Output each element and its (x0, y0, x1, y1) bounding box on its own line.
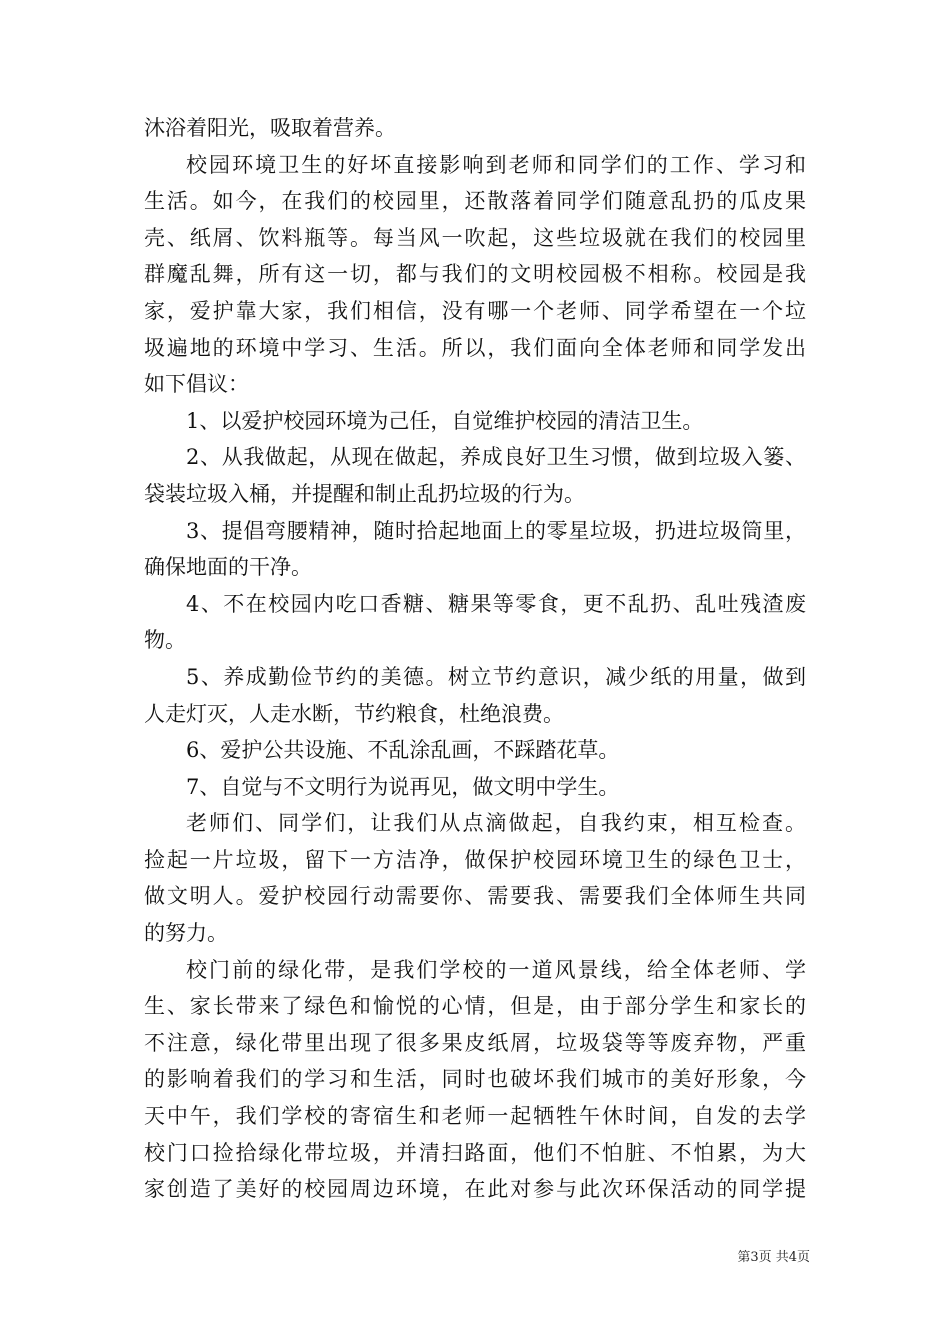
text-line-content: 4、不在校园内吃口香糖、糖果等零食，更不乱扔、乱吐残渣废 (186, 591, 806, 616)
text-line (144, 293, 806, 330)
text-line-content: 天中午，我们学校的寄宿生和老师一起牺牲午休时间，自发的去学 (144, 1104, 806, 1129)
text-line (144, 769, 806, 806)
text-line-content: 1、以爱护校园环境为己任，自觉维护校园的清洁卫生。 (186, 408, 704, 433)
text-line (144, 220, 806, 257)
text-line (144, 330, 806, 367)
text-line-content: 确保地面的干净。 (144, 555, 312, 580)
text-line-content: 生活。如今，在我们的校园里，还散落着同学们随意乱扔的瓜皮果 (144, 189, 806, 214)
text-line-content: 不注意，绿化带里出现了很多果皮纸屑，垃圾袋等等废弃物，严重 (144, 1030, 806, 1055)
text-line (144, 549, 806, 586)
text-line (144, 1098, 806, 1135)
text-line (144, 183, 806, 220)
text-line-content: 6、爱护公共设施、不乱涂乱画，不踩踏花草。 (186, 738, 620, 763)
text-line (144, 476, 806, 513)
text-line-content: 的努力。 (144, 921, 228, 946)
document-body (144, 110, 806, 1208)
text-line (144, 1135, 806, 1172)
text-line (144, 805, 806, 842)
text-line-content: 家创造了美好的校园周边环境，在此对参与此次环保活动的同学提 (144, 1177, 806, 1202)
text-line (144, 696, 806, 733)
text-line (144, 513, 806, 550)
text-line-content: 2、从我做起，从现在做起，养成良好卫生习惯，做到垃圾入篓、 (186, 445, 806, 470)
text-line-content: 做文明人。爱护校园行动需要你、需要我、需要我们全体师生共同 (144, 884, 806, 909)
text-line-content: 人走灯灭，人走水断，节约粮食，杜绝浪费。 (144, 701, 564, 726)
text-line-content: 壳、纸屑、饮料瓶等。每当风一吹起，这些垃圾就在我们的校园里 (144, 225, 806, 250)
text-line (144, 110, 806, 147)
text-line-content: 校门口捡拾绿化带垃圾，并清扫路面，他们不怕脏、不怕累，为大 (144, 1140, 806, 1165)
text-line (144, 1025, 806, 1062)
text-line-content: 老师们、同学们，让我们从点滴做起，自我约束，相互检查。 (186, 811, 806, 836)
text-line-content: 家，爱护靠大家，我们相信，没有哪一个老师、同学希望在一个垃 (144, 298, 806, 323)
text-line (144, 147, 806, 184)
text-line (144, 622, 806, 659)
text-line-content: 生、家长带来了绿色和愉悦的心情，但是，由于部分学生和家长的 (144, 994, 806, 1019)
text-line-content: 3、提倡弯腰精神，随时拾起地面上的零星垃圾，扔进垃圾筒里， (186, 518, 806, 543)
text-line-content: 7、自觉与不文明行为说再见，做文明中学生。 (186, 774, 620, 799)
text-line (144, 403, 806, 440)
text-line-content: 如下倡议： (144, 372, 249, 397)
page-number: 第3页 共4页 (737, 1250, 810, 1265)
text-line (144, 366, 806, 403)
text-line (144, 256, 806, 293)
text-line (144, 1171, 806, 1208)
text-line (144, 1061, 806, 1098)
text-line (144, 878, 806, 915)
text-line (144, 732, 806, 769)
text-line (144, 915, 806, 952)
text-line-content: 物。 (144, 628, 186, 653)
text-line (144, 586, 806, 623)
text-line (144, 842, 806, 879)
text-line (144, 439, 806, 476)
text-line-content: 沐浴着阳光，吸取着营养。 (144, 116, 396, 140)
text-line-content: 校门前的绿化带，是我们学校的一道风景线，给全体老师、学 (186, 957, 806, 982)
text-line-content: 5、养成勤俭节约的美德。树立节约意识，减少纸的用量，做到 (186, 664, 806, 689)
text-line-content: 捡起一片垃圾，留下一方洁净，做保护校园环境卫生的绿色卫士， (144, 847, 806, 872)
text-line-content: 袋装垃圾入桶，并提醒和制止乱扔垃圾的行为。 (144, 481, 585, 506)
text-line (144, 659, 806, 696)
text-line (144, 988, 806, 1025)
text-line-content: 群魔乱舞，所有这一切，都与我们的文明校园极不相称。校园是我 (144, 262, 806, 287)
text-line (144, 952, 806, 989)
text-line-content: 的影响着我们的学习和生活，同时也破坏我们城市的美好形象，今 (144, 1067, 806, 1092)
text-line-content: 校园环境卫生的好坏直接影响到老师和同学们的工作、学习和 (186, 152, 806, 177)
text-line-content: 圾遍地的环境中学习、生活。所以，我们面向全体老师和同学发出 (144, 335, 806, 360)
